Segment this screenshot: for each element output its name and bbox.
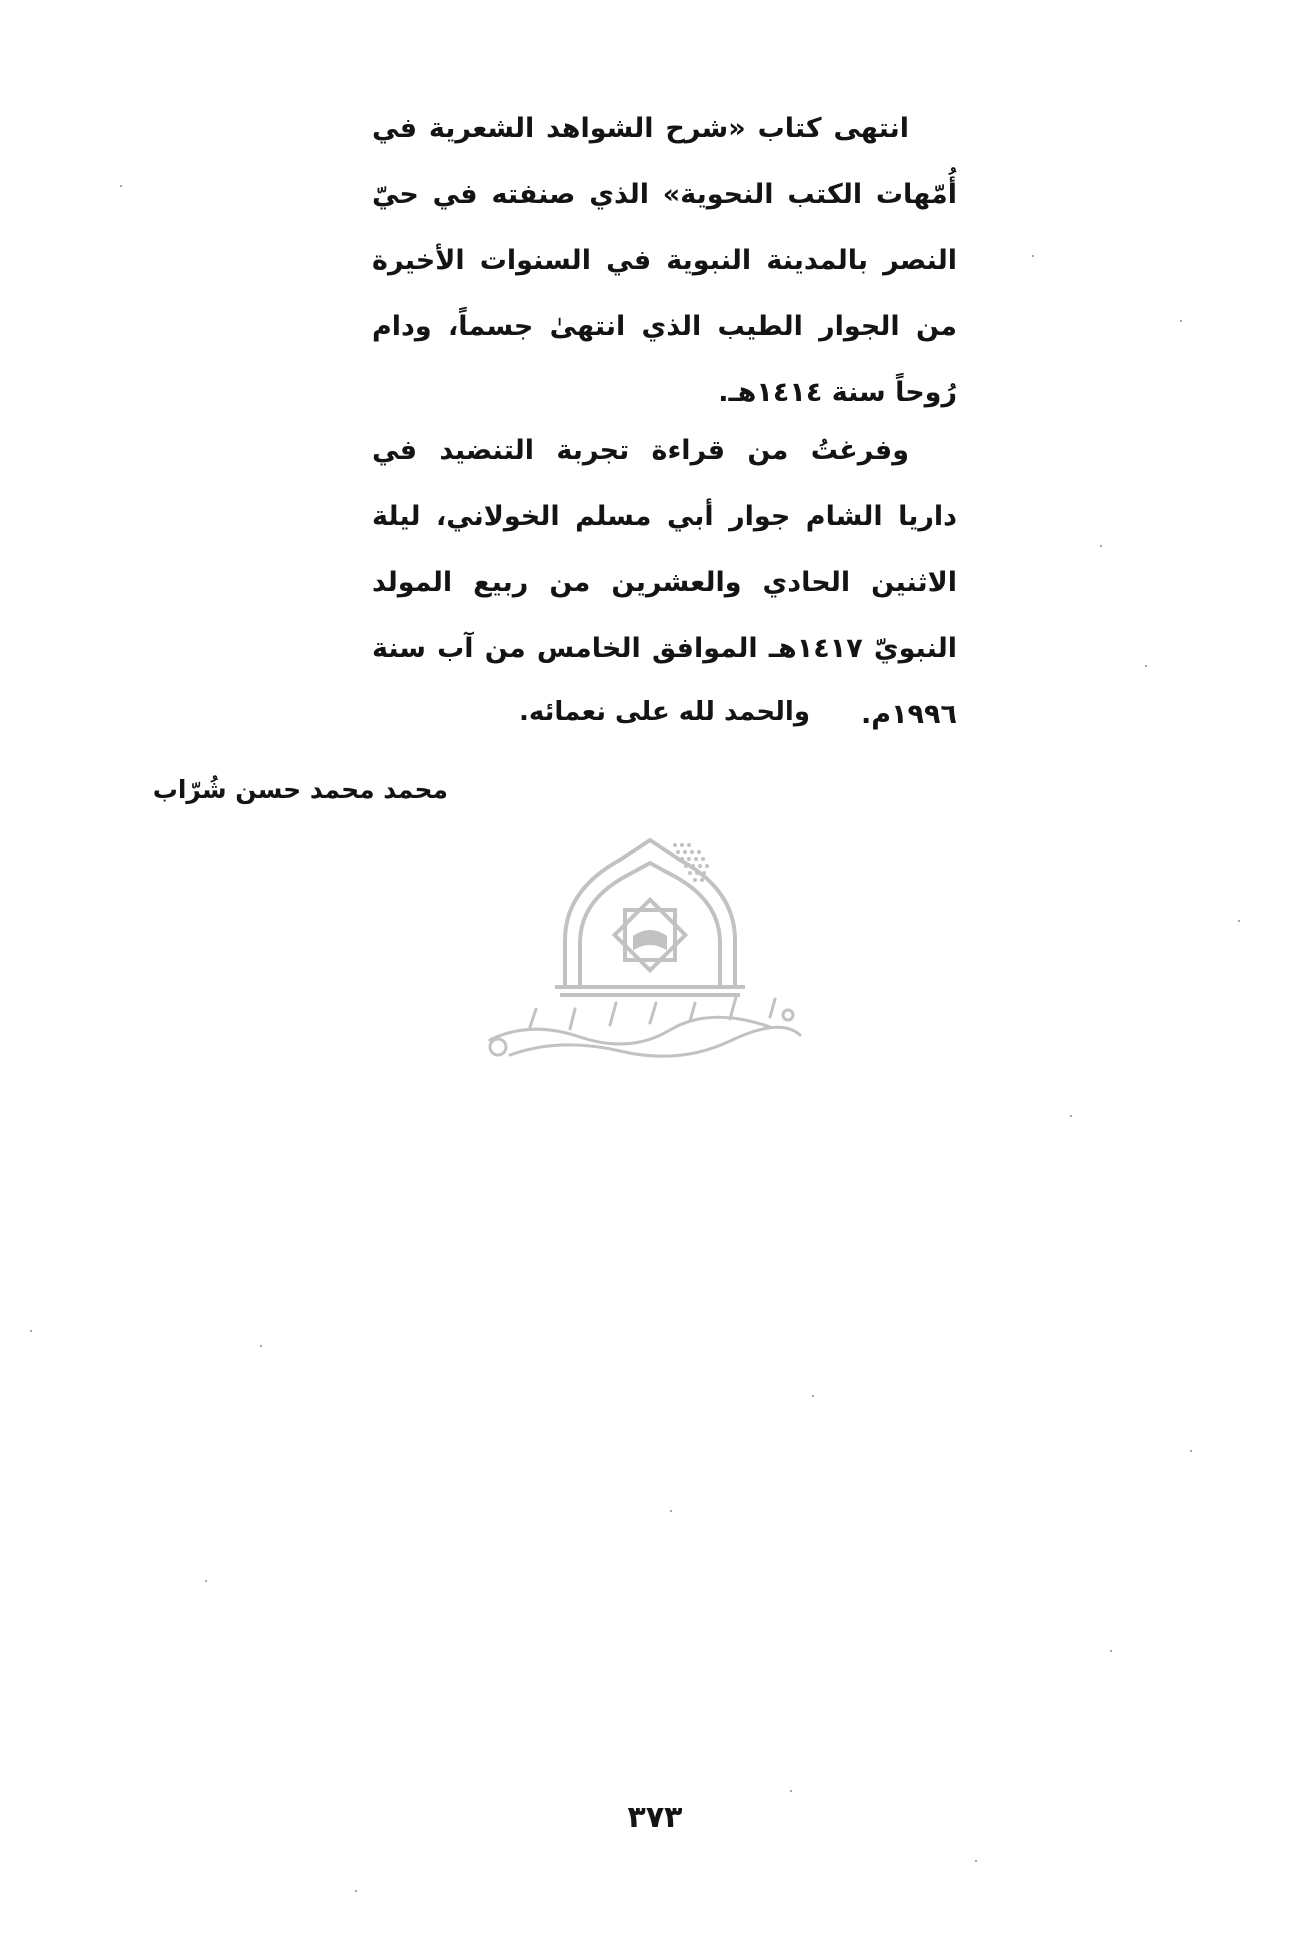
scan-speck <box>1110 1650 1112 1652</box>
scan-speck <box>355 1890 357 1892</box>
scan-speck <box>812 1395 814 1397</box>
paragraph-proofreading-note: وفرغتُ من قراءة تجربة التنضيد في داريا الشام جوار أبي مسلم الخولاني، ليلة الاثنين الحادي والعشرين من ربيع المولد النبويّ ١٤١٧هـ الموافق الخامس من آب سنة ١٩٩٦م. <box>372 435 957 730</box>
closing-praise: والحمد لله على نعمائه. <box>518 697 811 727</box>
paragraph-colophon: انتهى كتاب «شرح الشواهد الشعرية في أُمّهات الكتب النحوية» الذي صنفته في حيّ النصر بالمدينة النبوية في السنوات الأخيرة من الجوار الطيب الذي انتهىٰ جسماً، ودام رُوحاً سنة ١٤١٤هـ. <box>372 113 957 408</box>
scan-speck <box>1238 920 1240 922</box>
author-signature: محمد محمد حسن شُرّاب <box>152 775 448 804</box>
scan-speck <box>1032 255 1034 257</box>
scan-speck <box>790 1790 792 1792</box>
scan-speck <box>1100 545 1102 547</box>
scan-speck <box>30 1330 32 1332</box>
scan-speck <box>120 185 122 187</box>
scan-speck <box>260 1345 262 1347</box>
page-number: ٣٧٣ <box>627 1800 683 1835</box>
scan-speck <box>1070 1115 1072 1117</box>
scan-speck <box>975 1860 977 1862</box>
institute-watermark-logo <box>470 815 830 1075</box>
scan-speck <box>670 1510 672 1512</box>
scan-speck <box>1180 320 1182 322</box>
scan-speck <box>1145 665 1147 667</box>
text-block-1 <box>372 96 957 426</box>
scan-speck <box>1190 1450 1192 1452</box>
scan-speck <box>205 1580 207 1582</box>
